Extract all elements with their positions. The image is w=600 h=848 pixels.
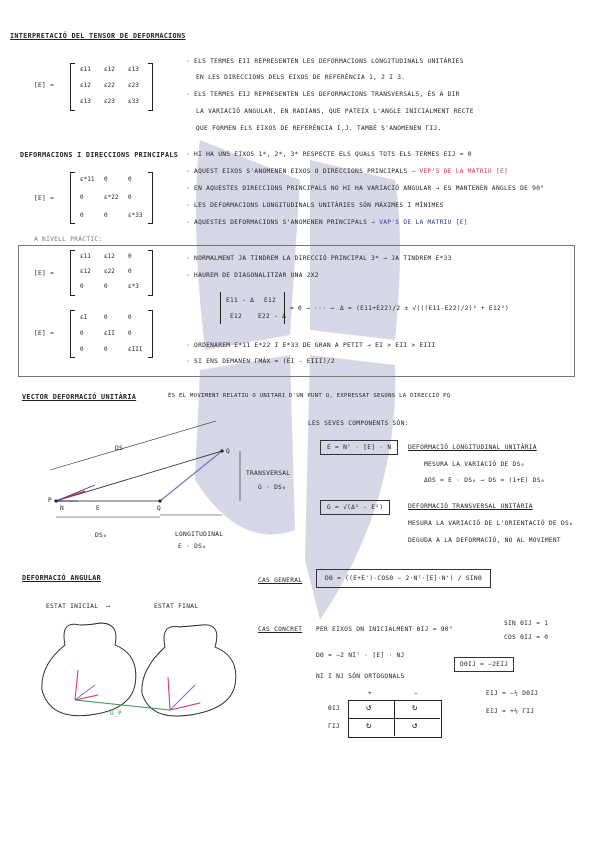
lbl-ds0: DS₀ <box>95 532 108 539</box>
matrix-cell: 0 <box>128 314 132 321</box>
matrix-bracket-right-practic1 <box>148 250 153 296</box>
matrix-label-practic1: [Ε] = <box>34 270 55 277</box>
table-minus: − <box>414 690 419 697</box>
lbl-q: Q <box>226 448 231 455</box>
matrix-cell: 0 <box>128 194 132 201</box>
delta-formula: Δ = (Ε11+Ε22)/2 ± √(((Ε11-Ε22)/2)² + Ε12²) <box>340 305 510 312</box>
matrix-cell: 0 <box>104 346 108 353</box>
matrix-cell: ε12 <box>104 253 115 260</box>
matrix-bracket-left-practic2 <box>70 310 75 358</box>
matrix-cell: ε*22 <box>104 194 119 201</box>
lbl-gds: G · DS₀ <box>258 484 287 491</box>
matrix-cell: 0 <box>128 176 132 183</box>
s2-line-2 <box>186 168 508 175</box>
matrix-cell: 0 <box>104 314 108 321</box>
matrix-label-principal: [Ε] = <box>34 195 55 202</box>
s1-line-4: LA VARIACIÓ ANGULAR, EN RADIANS, QUE PATEIX L'ANGLE INICIALMENT RECTE <box>196 108 474 115</box>
lbl-e: E <box>96 505 101 512</box>
s2-line-3-angles: → ES MANTENEN ANGLES DE 90° <box>435 185 545 192</box>
matrix-bracket-left-principal <box>70 172 75 224</box>
lbl-P: P <box>48 497 53 504</box>
matrix-cell: 0 <box>80 330 84 337</box>
dtheta-eq: DΘ = −2 NIᵀ · [Ε] · NJ <box>316 652 405 659</box>
body-final <box>142 625 236 716</box>
eq1-desc-3: ΔDS = Ε · DS₀ → DS = (1+Ε) DS₀ <box>424 477 545 484</box>
s2-line-3 <box>186 185 544 192</box>
matrix-cell: ε11 <box>80 66 91 73</box>
angular-diagram <box>30 615 250 725</box>
matrix-cell: 0 <box>80 346 84 353</box>
practic-line-4: · SI ENS DEMANEN ΓMÀX = (ΕI - ΕIII)/2 <box>186 358 335 365</box>
matrix-bracket-right-principal <box>148 172 153 224</box>
section-title-interpretacio: INTERPRETACIÓ DEL TENSOR DE DEFORMACIONS <box>10 32 186 40</box>
practic-line-1: · NORMALMENT JA TINDREM LA DIRECCIÓ PRINCIPAL 3* → JA TINDREM Ε*33 <box>186 255 452 262</box>
matrix-bracket-left <box>70 63 75 111</box>
ni-final <box>168 677 170 710</box>
matrix-cell: 0 <box>128 268 132 275</box>
practic-line-2: · HAUREM DE DIAGONALITZAR UNA 2X2 <box>186 272 319 279</box>
lbl-Q: Q <box>157 505 162 512</box>
matrix-cell: ε13 <box>80 98 91 105</box>
rot-ccw-icon: ↺ <box>366 703 372 713</box>
matrix-cell: ε13 <box>128 66 139 73</box>
lbl-gamma-ij: ΓIJ <box>328 723 341 730</box>
s2-line-2-vep: → VEP'S DE LA MATRIU [Ε] <box>411 168 509 175</box>
point-q <box>220 449 223 452</box>
matrix-cell: 0 <box>128 330 132 337</box>
section-title-practic: A NIVELL PRÀCTIC: <box>34 236 103 243</box>
eq2-desc-2: MESURA LA VARIACIÓ DE L'ORIENTACIÓ DE DS₀ <box>408 520 574 527</box>
section-title-vector: VECTOR DEFORMACIÓ UNITÀRIA <box>22 393 137 401</box>
lbl-ds: DS <box>115 445 124 452</box>
eq1-desc-2: MESURA LA VARIACIÓ DE DS₀ <box>424 461 525 468</box>
eq-box-general: DΘ = ((Ε+Ε')·COSΘ − 2·Nᵀ·[Ε]·N') / SINΘ <box>316 569 491 588</box>
cos-eq: COS ΘIJ = 0 <box>504 634 549 641</box>
matrix-cell: εI <box>80 314 88 321</box>
s1-line-3: · ELS TERMES ΕIJ REPRESENTEN LES DEFORMACIONS TRANSVERSALS, ÉS A DIR <box>186 91 460 98</box>
matrix-cell: 0 <box>128 253 132 260</box>
matrix-cell: ε*11 <box>80 176 95 183</box>
s2-line-1: · HI HA UNS EIXOS 1*, 2*, 3* RESPECTE ELS QUALS TOTS ELS TERMES ΕIJ = 0 <box>186 151 472 158</box>
s1-line-2: EN LES DIRECCIONS DELS EIXOS DE REFERÈNCIA 1, 2 I 3. <box>196 74 406 81</box>
lbl-N: N <box>60 505 65 512</box>
s1-line-5: QUE FORMEN ELS EIXOS DE REFERÈNCIA I,J. TAMBÉ S'ANOMENEN ΓIJ. <box>196 125 442 132</box>
s2-line-3-text: · EN AQUESTES DIRECCIONS PRINCIPALS NO HI HA VARIACIÓ ANGULAR <box>186 185 432 192</box>
det-cell-11: Ε11 - Δ <box>226 297 255 304</box>
s2-line-5-vap: → VAP'S DE LA MATRIU [Ε] <box>371 219 468 226</box>
matrix-cell: 0 <box>80 283 84 290</box>
eq2-desc-3: DEGUDA A LA DEFORMACIÓ, NO AL MOVIMENT <box>408 537 561 544</box>
matrix-cell: 0 <box>104 212 108 219</box>
sign-table <box>348 700 442 738</box>
q-final <box>170 685 195 710</box>
sin-eq: SIN ΘIJ = 1 <box>504 620 549 627</box>
s4-intro: ÉS EL MOVIMENT RELATIU O UNITARI D'UN PUNT Q, EXPRESSAT SEGONS LA DIRECCIÓ PQ <box>168 393 451 399</box>
section-title-principals: DEFORMACIONS I DIRECCIONS PRINCIPALS <box>20 151 179 159</box>
matrix-cell: ε22 <box>104 268 115 275</box>
res-1: ΕIJ = −½ DΘIJ <box>486 690 539 697</box>
matrix-cell: ε23 <box>128 82 139 89</box>
s4-components: LES SEVES COMPONENTS SÓN: <box>308 420 409 427</box>
matrix-cell: ε*3 <box>128 283 139 290</box>
matrix-cell: ε12 <box>80 268 91 275</box>
rot-ccw-icon-2: ↺ <box>412 721 418 731</box>
det-equation: = 0 → ··· → <box>290 305 335 312</box>
lbl-longitudinal: LONGITUDINAL <box>175 531 224 538</box>
matrix-bracket-left-practic1 <box>70 250 75 296</box>
lbl-estat-inicial: ESTAT INICIAL <box>46 603 99 610</box>
matrix-cell: 0 <box>104 176 108 183</box>
sign-table-divider-h <box>348 718 440 719</box>
s2-line-5-text: · AQUESTES DEFORMACIONS S'ANOMENEN PRINCIPALS <box>186 219 368 226</box>
s2-line-4: · LES DEFORMACIONS LONGITUDINALS UNITÀRIES SÓN MÀXIMES I MÍNIMES <box>186 202 444 209</box>
matrix-bracket-right <box>148 63 153 111</box>
rot-cw-icon-2: ↻ <box>366 721 372 731</box>
matrix-cell: ε11 <box>80 253 91 260</box>
rot-cw-icon: ↻ <box>412 703 418 713</box>
point-Q <box>158 499 161 502</box>
table-plus: + <box>368 690 373 697</box>
lbl-transversal: TRANSVERSAL <box>246 470 291 477</box>
lbl-up: U_P <box>110 710 123 717</box>
matrix-label: [Ε] = <box>34 82 55 89</box>
matrix-label-practic2: [Ε] = <box>34 330 55 337</box>
s1-line-1: · ELS TERMES ΕII REPRESENTEN LES DEFORMACIONS LONGITUDINALS UNITÀRIES <box>186 58 464 65</box>
ds-dim <box>50 421 216 470</box>
lbl-eds: Ε · DS₀ <box>178 543 207 550</box>
ds-line <box>56 451 222 501</box>
lbl-estat-final: ESTAT FINAL <box>154 603 199 610</box>
matrix-cell: ε22 <box>104 82 115 89</box>
lbl-cas-concret: CAS CONCRET <box>258 626 303 633</box>
det-cell-22: Ε22 - Δ <box>258 313 287 320</box>
up-vector <box>75 700 170 710</box>
det-bar-left <box>220 292 221 324</box>
s2-line-2-text: · AQUEST EIXOS S'ANOMENEN EIXOS O DIRECCIONS PRINCIPALS <box>186 168 408 175</box>
nj-final <box>170 703 200 710</box>
eq2-desc-1: DEFORMACIÓ TRANSVERSAL UNITÀRIA <box>408 503 533 510</box>
lbl-theta-ij: ΘIJ <box>328 705 341 712</box>
det-cell-12: Ε12 <box>264 297 277 304</box>
matrix-cell: ε12 <box>104 66 115 73</box>
matrix-cell: 0 <box>80 212 84 219</box>
concret-desc: PER EIXOS ON INICIALMENT ΘIJ = 90° <box>316 626 453 633</box>
ni-initial <box>75 670 78 700</box>
lbl-cas-general: CAS GENERAL <box>258 577 303 584</box>
q-vector <box>160 451 222 501</box>
matrix-cell: εII <box>104 330 115 337</box>
matrix-cell: εIII <box>128 346 143 353</box>
delta-vector <box>56 485 95 501</box>
eq-box-transversal: G = √(Δ² - Ε²) <box>320 500 390 515</box>
arrow-estats: ⟶ <box>106 603 111 610</box>
matrix-cell: 0 <box>104 283 108 290</box>
s2-line-5 <box>186 219 468 226</box>
res-2: ΕIJ = +½ ΓIJ <box>486 708 535 715</box>
matrix-cell: ε23 <box>104 98 115 105</box>
eq-box-longitudinal: Ε = Nᵀ · [Ε] · N <box>320 440 398 455</box>
matrix-bracket-right-practic2 <box>148 310 153 358</box>
matrix-cell: ε*33 <box>128 212 143 219</box>
eq1-desc-1: DEFORMACIÓ LONGITUDINAL UNITÀRIA <box>408 444 537 451</box>
matrix-cell: ε33 <box>128 98 139 105</box>
matrix-cell: 0 <box>80 194 84 201</box>
practic-line-3: · ORDENAREM Ε*11 Ε*22 I Ε*33 DE GRAN A PETIT → ΕI > ΕII > ΕIII <box>186 342 436 349</box>
det-cell-21: Ε12 <box>230 313 243 320</box>
eq-box-dtheta: DΘIJ = −2ΕIJ <box>454 657 514 672</box>
matrix-cell: ε12 <box>80 82 91 89</box>
ortho-text: NI I NJ SÓN ORTOGONALS <box>316 673 405 680</box>
section-title-angular: DEFORMACIÓ ANGULAR <box>22 574 102 582</box>
point-P <box>54 499 57 502</box>
